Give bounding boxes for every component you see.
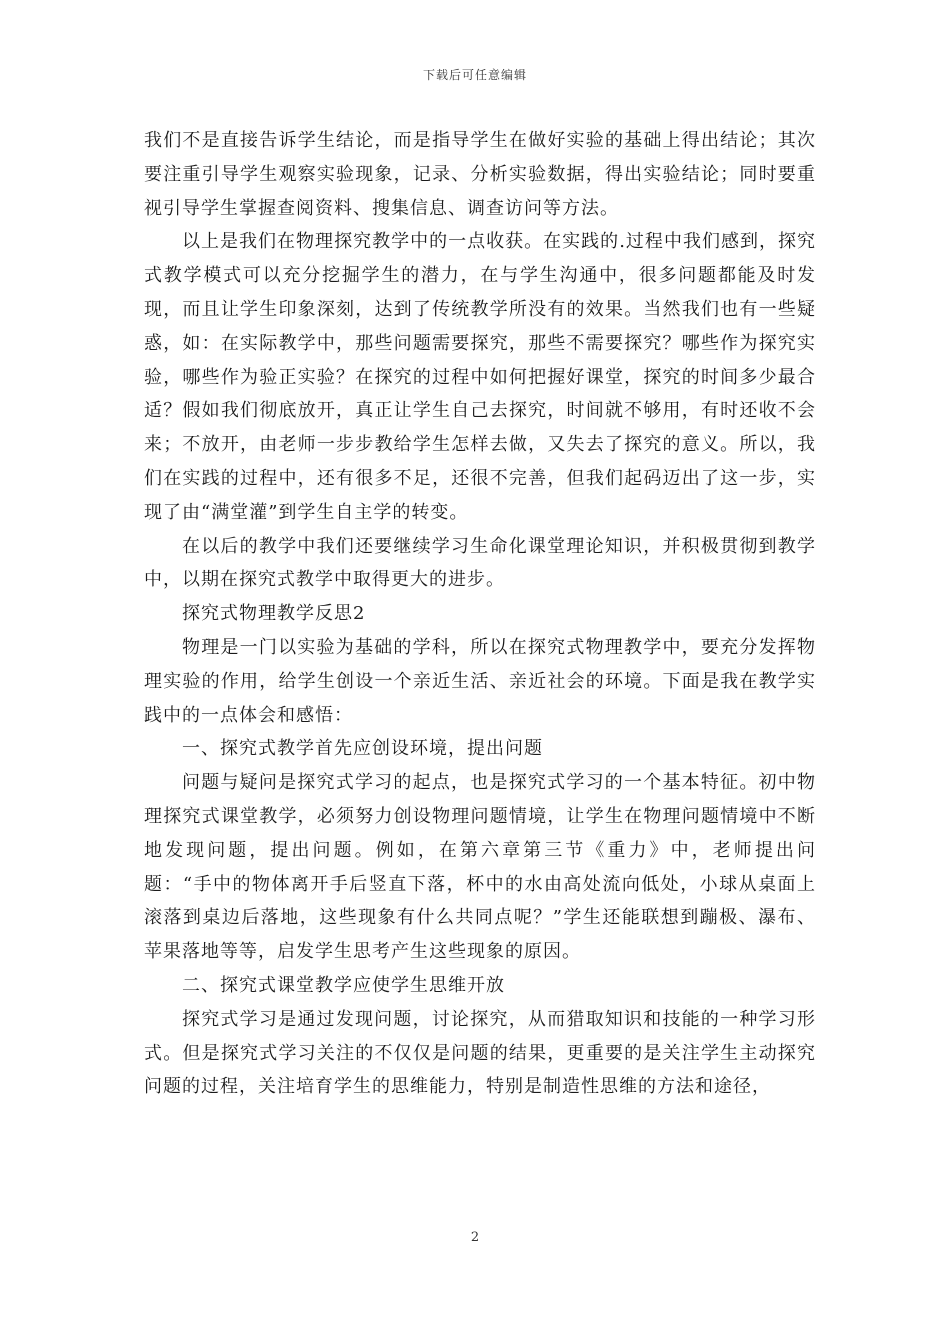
paragraph: 探究式学习是通过发现问题，讨论探究，从而猎取知识和技能的一种学习形式。但是探究式学习关注的不仅仅是问题的结果，更重要的是关注学生主动探究问题的过程，关注培育学生的思维能力，特别是制造性思维的方法和途径，	[144, 1008, 816, 1098]
paragraph: 我们不是直接告诉学生结论，而是指导学生在做好实验的基础上得出结论；其次要注重引导学生观察实验现象，记录、分析实验数据，得出实验结论；同时要重视引导学生掌握查阅资料、搜集信息、调查访问等方法。	[144, 130, 816, 219]
section-heading: 二、探究式课堂教学应使学生思维开放	[182, 974, 505, 996]
page-number: 2	[470, 1230, 480, 1245]
paragraph: 物理是一门以实验为基础的学科，所以在探究式物理教学中，要充分发挥物理实验的作用，给学生创设一个亲近生活、亲近社会的环境。下面是我在教学实践中的一点体会和感悟：	[144, 636, 816, 726]
document-body	[144, 124, 816, 1104]
paragraph: 以上是我们在物理探究教学中的一点收获。在实践的.过程中我们感到，探究式教学模式可以充分挖掘学生的潜力，在与学生沟通中，很多问题都能及时发现，而且让学生印象深刻，达到了传统教学所没有的效果。当然我们也有一些疑惑，如：在实际教学中，那些问题需要探究，那些不需要探究？哪些作为探究实验，哪些作为验正实验？在探究的过程中如何把握好课堂，探究的时间多少最合适？假如我们彻底放开，真正让学生自己去探究，时间就不够用，有时还收不会来；不放开，由老师一步步教给学生怎样去做，又失去了探究的意义。所以，我们在实践的过程中，还有很多不足，还很不完善，但我们起码迈出了这一步，实现了由“满堂灌”到学生自主学的转变。	[144, 231, 816, 523]
paragraph: 问题与疑问是探究式学习的起点，也是探究式学习的一个基本特征。初中物理探究式课堂教学，必须努力创设物理问题情境，让学生在物理问题情境中不断地发现问题，提出问题。例如，在第六章第三节《重力》中，老师提出问题：“手中的物体离开手后竖直下落，杯中的水由高处流向低处，小球从桌面上滚落到桌边后落地，这些现象有什么共同点呢？”学生还能联想到蹦极、瀑布、苹果落地等等，启发学生思考产生这些现象的原因。	[144, 772, 816, 963]
page-header: 下载后可任意编辑	[422, 68, 527, 82]
paragraph: 在以后的教学中我们还要继续学习生命化课堂理论知识，并积极贯彻到教学中，以期在探究式教学中取得更大的进步。	[144, 535, 816, 591]
section-heading: 一、探究式教学首先应创设环境，提出问题	[182, 738, 543, 760]
section-title: 探究式物理教学反思2	[182, 603, 366, 625]
